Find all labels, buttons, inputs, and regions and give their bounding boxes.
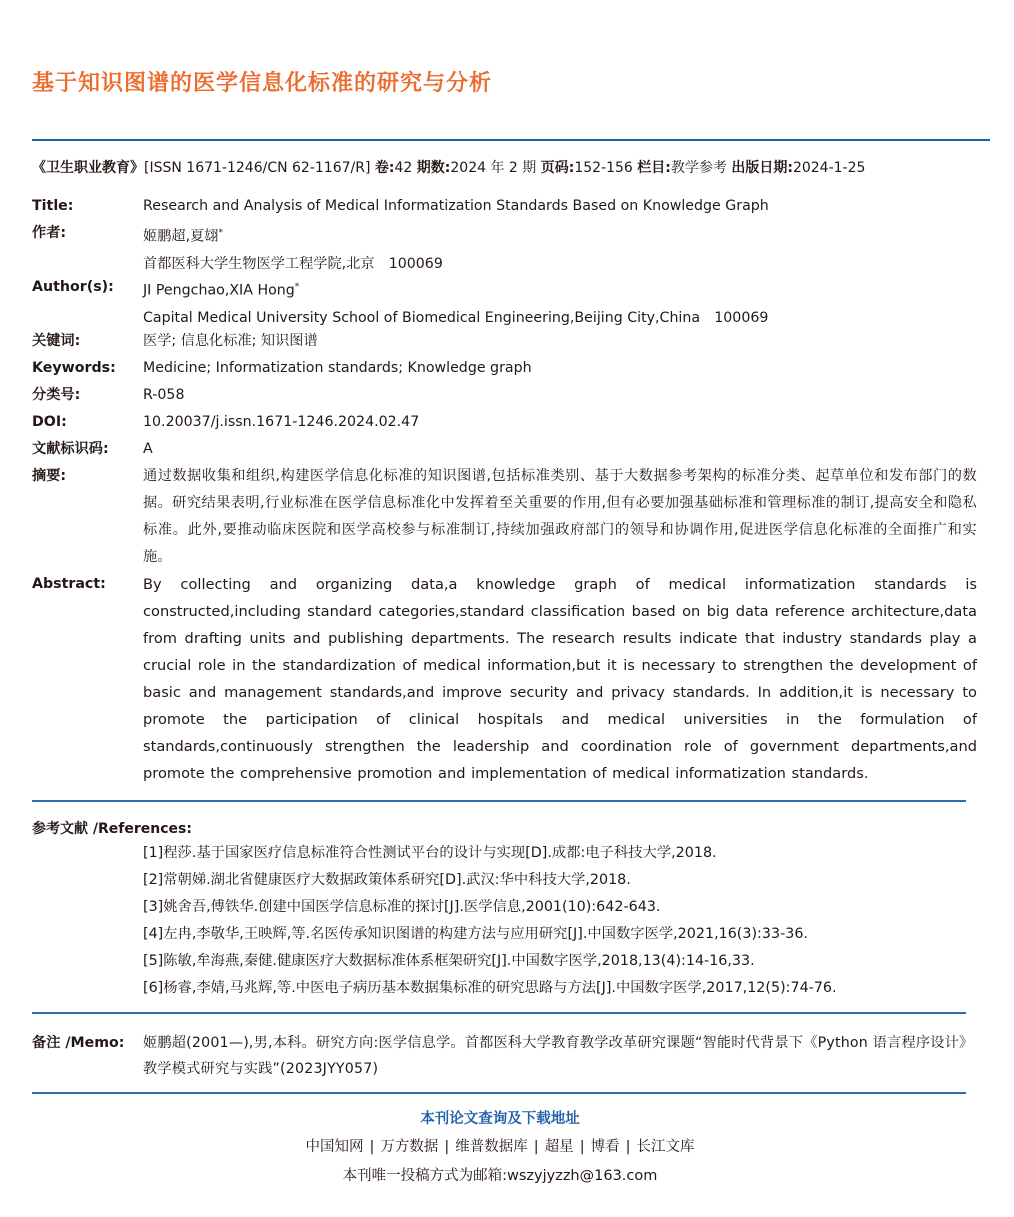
references-divider — [32, 800, 966, 802]
field-label: 文献标识码: — [32, 441, 109, 457]
separator: | — [369, 1139, 375, 1155]
keywords-zh: 医学; 信息化标准; 知识图谱 — [143, 333, 318, 349]
separator: | — [625, 1139, 631, 1155]
reference-item: [5]陈敏,牟海燕,秦健.健康医疗大数据标准体系框架研究[J].中国数字医学,2018,13(4):14-16,33. — [143, 953, 755, 969]
reference-item: [2]常朝娣.湖北省健康医疗大数据政策体系研究[D].武汉:华中科技大学,2018. — [143, 872, 631, 888]
affiliation-en: Capital Medical University School of Biomedical Engineering,Beijing City,China 100069 — [143, 309, 769, 326]
document-code: A — [143, 441, 153, 457]
field-label: DOI: — [32, 414, 67, 430]
memo-label: 备注 /Memo: — [32, 1035, 125, 1051]
separator: | — [533, 1139, 539, 1155]
reference-item: [4]左冉,李敬华,王映辉,等.名医传承知识图谱的构建方法与应用研究[J].中国数字医学,2021,16(3):33-36. — [143, 926, 808, 942]
authors-zh: 姬鹏超,夏翃 — [143, 228, 219, 245]
database-link-chaoxing[interactable]: 超星 — [544, 1139, 574, 1155]
database-link-wanfang[interactable]: 万方数据 — [380, 1139, 439, 1155]
field-label: 分类号: — [32, 387, 81, 403]
issue-label: 期数: — [416, 160, 451, 176]
column: 教学参考 — [670, 160, 727, 176]
authors-en: JI Pengchao,XIA Hong — [143, 282, 295, 299]
field-label: 作者: — [32, 225, 67, 241]
references-heading: 参考文献 /References: — [32, 821, 192, 837]
references-list — [143, 840, 837, 1002]
abstract-zh: 通过数据收集和组织,构建医学信息化标准的知识图谱,包括标准类别、基于大数据参考架构的标准分类、起草单位和发布部门的数据。研究结果表明,行业标准在医学信息标准化中发挥着至关重要的作用,但有必要加强基础标准和管理标准的制订,提高安全和隐私标准。此外,要推动临床医院和医学高校参与标准制订,持续加强政府部门的领导和协调作用,促进医学信息化标准的全面推广和实施。 — [143, 468, 977, 565]
volume: 42 — [394, 160, 413, 176]
citation-line — [32, 157, 992, 177]
reference-item: [3]姚舍吾,傅铁华.创建中国医学信息标准的探讨[J].医学信息,2001(10):642-643. — [143, 899, 661, 915]
pages: 152-156 — [574, 160, 633, 176]
date-label: 出版日期: — [731, 160, 793, 176]
field-label: Author(s): — [32, 279, 114, 295]
field-label: 摘要: — [32, 468, 67, 484]
volume-label: 卷: — [374, 160, 395, 176]
footer-divider — [32, 1092, 966, 1094]
database-link-vip[interactable]: 维普数据库 — [455, 1139, 528, 1155]
footer-heading: 本刊论文查询及下载地址 — [420, 1111, 580, 1127]
doi-value: 10.20037/j.issn.1671-1246.2024.02.47 — [143, 414, 420, 430]
field-label: Keywords: — [32, 360, 116, 376]
separator: | — [444, 1139, 450, 1155]
journal-name: 《卫生职业教育》 — [32, 160, 144, 176]
database-link-changjiang[interactable]: 长江文库 — [636, 1139, 695, 1155]
separator: | — [579, 1139, 585, 1155]
classification-number: R-058 — [143, 387, 185, 403]
issue: 2024 年 2 期 — [450, 160, 537, 176]
abstract-en: By collecting and organizing data,a knowledge graph of medical informatization standards is constructed,including standard categories,standard classification based on big data reference architecture,data from drafting units and publishing departments. The research results indicate that industry standards play a crucial role in the standardization of medical information,but it is necessary to strengthen the development of basic and management standards,and improve security and privacy standards. In addition,it is necessary to promote the participation of clinical hospitals and medical universities in the formulation of standards,continuously strengthen the leadership and coordination role of government departments,and promote the comprehensive promotion and implementation of medical informatization standards. — [143, 576, 977, 782]
column-label: 栏目: — [637, 160, 671, 176]
pages-label: 页码: — [540, 160, 575, 176]
corresponding-mark: * — [218, 228, 223, 238]
field-label: Abstract: — [32, 576, 106, 592]
database-link-bookan[interactable]: 博看 — [590, 1139, 620, 1155]
database-links — [0, 1135, 1000, 1156]
field-label: 关键词: — [32, 333, 81, 349]
top-divider — [32, 139, 990, 141]
article-title: 基于知识图谱的医学信息化标准的研究与分析 — [32, 71, 493, 96]
memo-divider — [32, 1012, 966, 1014]
reference-item: [6]杨睿,李婧,马兆辉,等.中医电子病历基本数据集标准的研究思路与方法[J].中国数字医学,2017,12(5):74-76. — [143, 980, 837, 996]
issn: [ISSN 1671-1246/CN 62-1167/R] — [144, 160, 371, 176]
field-label: Title: — [32, 198, 74, 214]
corresponding-mark: * — [294, 282, 300, 292]
affiliation-zh: 首都医科大学生物医学工程学院,北京 100069 — [143, 255, 443, 272]
publish-date: 2024-1-25 — [792, 160, 866, 176]
keywords-en: Medicine; Informatization standards; Knowledge graph — [143, 360, 532, 376]
reference-item: [1]程莎.基于国家医疗信息标准符合性测试平台的设计与实现[D].成都:电子科技大学,2018. — [143, 845, 717, 861]
english-title: Research and Analysis of Medical Informatization Standards Based on Knowledge Graph — [143, 198, 769, 214]
submission-contact: 本刊唯一投稿方式为邮箱:wszyjyzzh@163.com — [342, 1168, 658, 1184]
memo-text: 姬鹏超(2001—),男,本科。研究方向:医学信息学。首都医科大学教育教学改革研究课题“智能时代背景下《Python 语言程序设计》教学模式研究与实践”(2023JYY057) — [143, 1035, 974, 1077]
database-link-cnki[interactable]: 中国知网 — [305, 1139, 364, 1155]
